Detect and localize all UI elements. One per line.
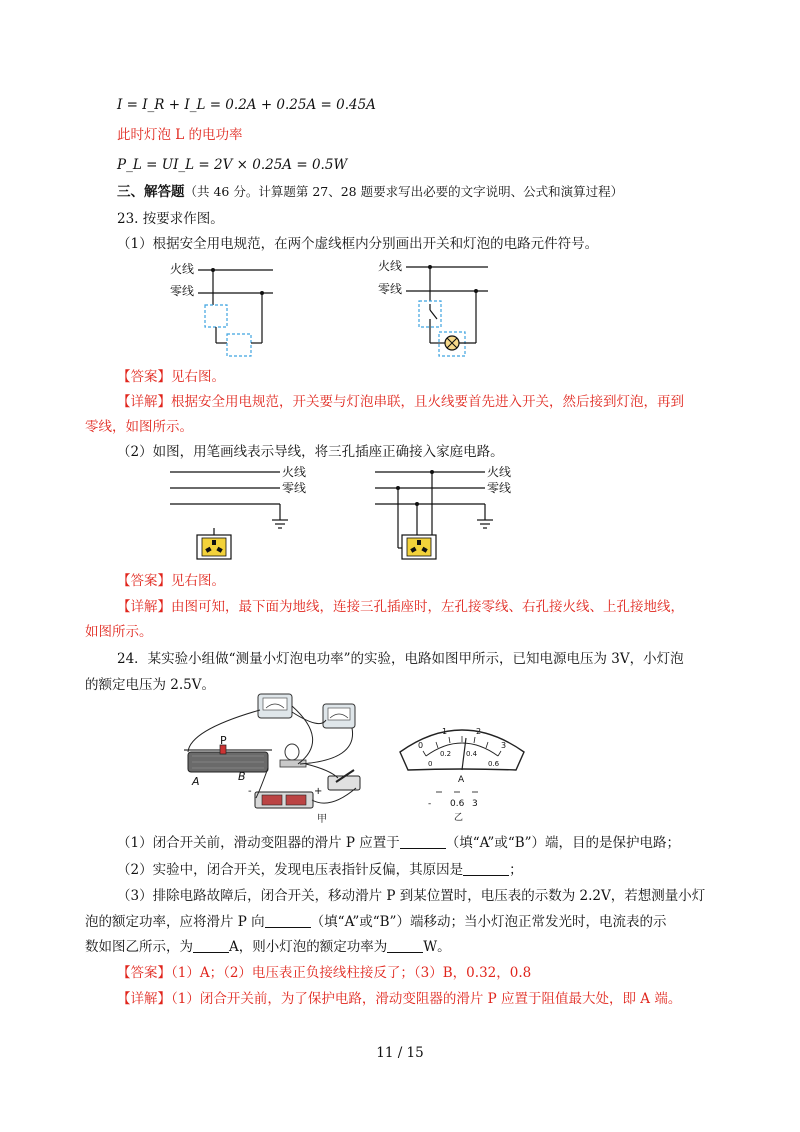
q23-part1: （1）根据安全用电规范，在两个虚线框内分别画出开关和灯泡的电路元件符号。 [117, 236, 599, 252]
answer-blank-2[interactable] [463, 861, 509, 876]
switch-symbol [430, 310, 437, 319]
neutral-wire-label-socket: 零线 [282, 481, 307, 495]
q24-part3-line3: 数如图乙所示，为 A，则小灯泡的额定功率为 W。 [85, 939, 451, 955]
svg-text:+: + [314, 786, 323, 797]
dial-top-tick-0: 0 [418, 741, 424, 750]
q24-part3-line2: 泡的额定功率，应将滑片 P 向 （填“A”或“B”）端移动；当小灯泡正常发光时，电流表的示 [85, 914, 667, 930]
dial-top-tick-2: 2 [476, 727, 482, 736]
terminal-b-label: B [238, 770, 246, 783]
switch-lamp-figure-blank [165, 258, 285, 362]
dial-bottom-tick-1: 0.2 [440, 750, 452, 758]
circuit-photo-figure [180, 690, 380, 825]
ammeter-dial-figure [396, 712, 528, 822]
section-note: （共 46 分。计算题第 27、28 题要求写出必要的文字说明、公式和演算过程） [184, 184, 624, 199]
live-wire-label-answer: 火线 [378, 259, 403, 273]
live-wire-label: 火线 [170, 262, 195, 276]
bulb-device [285, 744, 299, 760]
switch-device [328, 776, 360, 790]
dial-unit: A [458, 775, 465, 785]
power-label: 此时灯泡 L 的电功率 [117, 127, 243, 143]
terminal-a-label: A [192, 775, 200, 788]
socket-figure-blank [165, 462, 315, 567]
switch-placeholder-box [205, 305, 227, 327]
page-number: 11 / 15 [376, 1045, 424, 1061]
answer-blank-5[interactable] [387, 938, 423, 953]
svg-text:-: - [248, 786, 252, 797]
terminal-minus: - [428, 799, 432, 809]
q23-detail2-line1: 【详解】由图可知，最下面为地线，连接三孔插座时，左孔接零线、右孔接火线、上孔接地线， [117, 599, 684, 615]
answer-blank-3[interactable] [265, 913, 311, 928]
live-wire-label-socket: 火线 [282, 465, 307, 479]
dial-top-tick-3: 3 [501, 741, 507, 750]
socket-figure-answer [370, 462, 520, 567]
q23-answer2: 【答案】见右图。 [117, 573, 225, 589]
formula-current: I = I_R + I_L = 0.2A + 0.25A = 0.45A [117, 97, 376, 113]
answer-blank-1[interactable] [400, 834, 446, 849]
q24-part2: （2）实验中，闭合开关，发现电压表指针反偏，其原因是 ； [117, 862, 523, 878]
answer-blank-4[interactable] [193, 938, 229, 953]
section-header [117, 182, 623, 202]
q24-answer: 【答案】（1）A；（2）电压表正负接线柱接反了；（3）B，0.32，0.8 [117, 965, 532, 981]
q24-stem-line2: 的额定电压为 2.5V。 [85, 677, 216, 693]
neutral-wire-label-answer: 零线 [378, 282, 403, 296]
q23-detail2-line2: 如图所示。 [85, 624, 153, 640]
section-title: 三、解答题 [117, 184, 185, 200]
q23-detail1-line1: 【详解】根据安全用电规范，开关要与灯泡串联，且火线要首先进入开关，然后接到灯泡，再到 [117, 394, 684, 410]
dial-bottom-tick-0: 0 [428, 760, 433, 768]
dial-top-tick-1: 1 [442, 727, 448, 736]
formula-power: P_L = UI_L = 2V × 0.25A = 0.5W [117, 157, 348, 173]
live-wire-label-socket-answer: 火线 [487, 465, 512, 479]
figure-left-caption: 甲 [317, 814, 327, 825]
slider-p-label: P [220, 734, 227, 747]
figure-right-caption: 乙 [454, 813, 464, 822]
dial-bottom-tick-2: 0.4 [466, 750, 478, 758]
terminal-3: 3 [472, 799, 478, 809]
neutral-wire-label: 零线 [170, 284, 195, 298]
q23-answer1: 【答案】见右图。 [117, 369, 225, 385]
terminal-0-6: 0.6 [450, 799, 465, 809]
q24-stem-line1: 24．某实验小组做“测量小灯泡电功率”的实验，电路如图甲所示，已知电源电压为 3V，小灯泡 [117, 651, 684, 667]
q24-part1: （1）闭合开关前，滑动变阻器的滑片 P 应置于 （填“A”或“B”）端，目的是保护电路； [117, 835, 681, 851]
switch-lamp-figure-answer [376, 255, 496, 365]
lamp-placeholder-box [227, 334, 251, 356]
q23-part2: （2）如图，用笔画线表示导线，将三孔插座正确接入家庭电路。 [117, 444, 504, 460]
neutral-wire-label-socket-answer: 零线 [487, 481, 512, 495]
q24-detail: 【详解】（1）闭合开关前，为了保护电路，滑动变阻器的滑片 P 应置于阻值最大处，即 A 端。 [117, 991, 682, 1007]
q24-part3-line1: （3）排除电路故障后，闭合开关，移动滑片 P 到某位置时，电压表的示数为 2.2V，若想测量小灯 [117, 888, 706, 904]
q23-stem: 23. 按要求作图。 [117, 211, 224, 227]
q23-detail1-line2: 零线，如图所示。 [85, 419, 193, 435]
dial-bottom-tick-3: 0.6 [488, 760, 500, 768]
